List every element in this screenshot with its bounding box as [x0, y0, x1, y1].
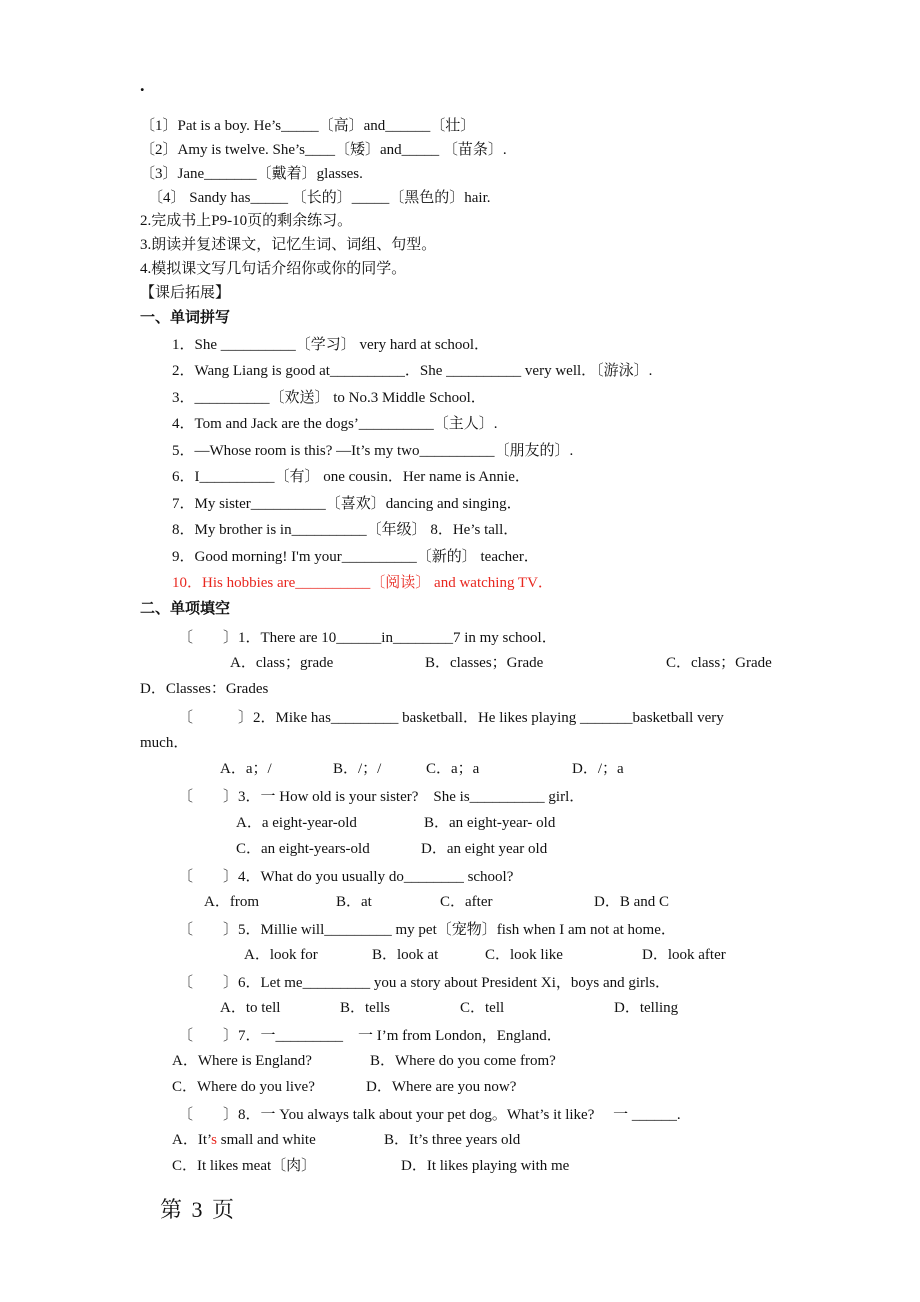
- question-2-stem: 〔 〕2．Mike has_________ basketball．He likes playing _______basketball very: [178, 710, 724, 726]
- question-1-option-b: B．classes；Grade: [425, 655, 544, 671]
- homework-item-4: 〔4〕 Sandy has_____ 〔长的〕_____〔黑色的〕hair.: [148, 190, 491, 206]
- question-8-stem: 〔 〕8．一 You always talk about your pet dog。What’s it like? 一 ______.: [178, 1107, 681, 1123]
- homework-task-4: 4.模拟课文写几句话介绍你或你的同学。: [140, 261, 407, 277]
- spelling-item-6: 6．I__________〔有〕 one cousin．Her name is Annie．: [172, 469, 530, 485]
- question-5-stem: 〔 〕5．Millie will_________ my pet〔宠物〕fish when I am not at home．: [178, 922, 676, 938]
- question-2-option-a: A．a；/: [220, 761, 272, 777]
- question-1-stem: 〔 〕1．There are 10______in________7 in my school．: [178, 630, 557, 646]
- spelling-item-10: 10．His hobbies are__________〔阅读〕 and watching TV．: [172, 575, 553, 591]
- question-5-option-d: D．look after: [642, 947, 726, 963]
- question-6-option-c: C．tell: [460, 1000, 505, 1016]
- question-2-stem-cont: much．: [140, 735, 189, 751]
- question-1-option-a: A．class；grade: [230, 655, 334, 671]
- question-1-option-d: D．Classes：Grades: [140, 681, 269, 697]
- homework-item-3: 〔3〕Jane_______〔戴着〕glasses.: [140, 166, 363, 182]
- spelling-item-3: 3．__________〔欢送〕 to No.3 Middle School．: [172, 390, 486, 406]
- question-4-option-d: D．B and C: [594, 894, 670, 910]
- question-6-stem: 〔 〕6．Let me_________ you a story about President Xi，boys and girls．: [178, 975, 671, 991]
- question-8-option-a-suffix: small and white: [217, 1132, 316, 1148]
- spelling-item-5: 5．—Whose room is this? —It’s my two__________〔朋友的〕.: [172, 443, 574, 459]
- question-8-option-a-prefix: A．It’: [172, 1132, 212, 1148]
- question-6-option-b: B．tells: [340, 1000, 391, 1016]
- spelling-item-7: 7．My sister__________〔喜欢〕dancing and singing．: [172, 496, 522, 512]
- question-7-stem: 〔 〕7．一_________ 一 I’m from London，England．: [178, 1028, 562, 1044]
- question-8-option-c: C．It likes meat〔肉〕: [172, 1158, 317, 1174]
- question-7-option-b: B．Where do you come from?: [370, 1053, 556, 1069]
- question-8-option-a: [172, 1131, 316, 1149]
- question-8-option-b: B．It’s three years old: [384, 1132, 521, 1148]
- question-3-option-c: C．an eight-years-old: [236, 841, 370, 857]
- question-5-option-b: B．look at: [372, 947, 439, 963]
- question-3-option-d: D．an eight year old: [421, 841, 548, 857]
- question-5-option-a: A．look for: [244, 947, 318, 963]
- spelling-item-1: 1．She __________〔学习〕 very hard at school．: [172, 337, 490, 353]
- question-5-option-c: C．look like: [485, 947, 563, 963]
- spelling-item-8: 8．My brother is in__________〔年级〕 8．He’s tall．: [172, 522, 519, 538]
- question-4-stem: 〔 〕4．What do you usually do________ school?: [178, 869, 514, 885]
- question-2-option-c: C．a；a: [426, 761, 480, 777]
- question-6-option-d: D．telling: [614, 1000, 679, 1016]
- question-2-option-d: D．/；a: [572, 761, 624, 777]
- question-4-option-b: B．at: [336, 894, 372, 910]
- question-3-stem: 〔 〕3．一 How old is your sister? She is__________ girl．: [178, 789, 585, 805]
- extension-title: 【课后拓展】: [140, 285, 231, 301]
- question-4-option-c: C．after: [440, 894, 493, 910]
- top-mark: .: [140, 75, 145, 95]
- homework-task-2: 2.完成书上P9-10页的剩余练习。: [140, 213, 353, 229]
- spelling-item-9: 9．Good morning! I'm your__________〔新的〕 teacher．: [172, 549, 539, 565]
- question-3-option-a: A．a eight-year-old: [236, 815, 357, 831]
- homework-item-1: 〔1〕Pat is a boy. He’s_____〔高〕and______〔壮〕: [140, 118, 476, 134]
- homework-item-2: 〔2〕Amy is twelve. She’s____〔矮〕and_____ 〔苗条〕.: [140, 142, 507, 158]
- spelling-item-4: 4．Tom and Jack are the dogs’__________〔主人〕.: [172, 416, 498, 432]
- question-3-option-b: B．an eight-year- old: [424, 815, 556, 831]
- question-7-option-a: A．Where is England?: [172, 1053, 312, 1069]
- question-8-option-a-red: s: [211, 1132, 218, 1148]
- section1-title: 一、单词拼写: [140, 310, 231, 326]
- question-4-option-a: A．from: [204, 894, 259, 910]
- homework-task-3: 3.朗读并复述课文，记忆生词、词组、句型。: [140, 237, 437, 253]
- question-8-option-d: D．It likes playing with me: [401, 1158, 570, 1174]
- page-number: 第 3 页: [160, 1197, 237, 1222]
- question-7-option-d: D．Where are you now?: [366, 1079, 517, 1095]
- question-6-option-a: A．to tell: [220, 1000, 281, 1016]
- question-2-option-b: B．/；/: [333, 761, 382, 777]
- question-1-option-c: C．class；Grade: [666, 655, 772, 671]
- spelling-item-2: 2．Wang Liang is good at__________．She __________ very well．〔游泳〕.: [172, 363, 653, 379]
- question-7-option-c: C．Where do you live?: [172, 1079, 315, 1095]
- section2-title: 二、单项填空: [140, 601, 231, 617]
